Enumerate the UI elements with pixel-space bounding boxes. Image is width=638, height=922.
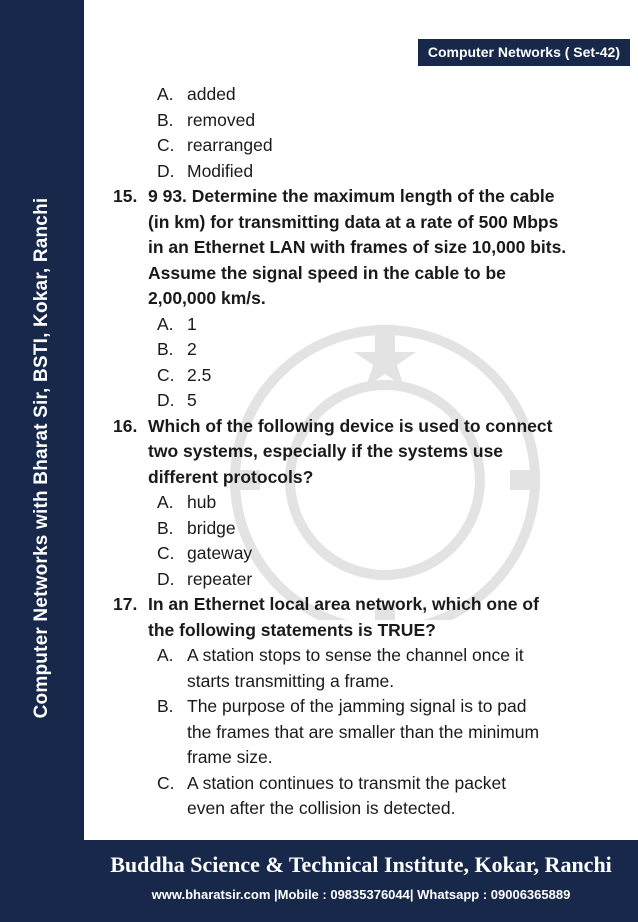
option-label: C. <box>157 772 175 793</box>
option-label: B. <box>157 696 174 716</box>
option-text: bridge <box>187 517 236 538</box>
option-text: 5 <box>187 390 197 410</box>
question-text: Which of the following device is used to connect <box>148 415 553 436</box>
option-label: C. <box>157 364 175 385</box>
option-text: frame size. <box>187 747 273 767</box>
question-text: two systems, especially if the systems use <box>148 441 504 461</box>
option-text: hub <box>187 492 217 512</box>
option-text: rearranged <box>187 135 273 155</box>
option-text: even after the collision is detected. <box>187 798 456 818</box>
option-label: B. <box>157 339 174 359</box>
footer-contact: www.bharatsir.com |Mobile : 09835376044| Whatsapp : 09006365889 <box>151 887 571 902</box>
footer-title: Buddha Science & Technical Institute, Kokar, Ranchi <box>110 852 612 877</box>
option-text: 2.5 <box>187 364 212 385</box>
option-text: removed <box>187 109 256 130</box>
option-text: The purpose of the jamming signal is to pad <box>187 696 527 716</box>
question-number: 15. <box>113 186 138 206</box>
question-number: 16. <box>113 415 138 436</box>
option-text: 2 <box>187 339 197 359</box>
option-label: D. <box>157 390 175 410</box>
option-label: A. <box>157 492 174 512</box>
question-text: the following statements is TRUE? <box>148 619 436 640</box>
option-text: A station stops to sense the channel once it <box>187 645 524 665</box>
question-text: In an Ethernet local area network, which one of <box>148 594 539 614</box>
sidebar-text: Computer Networks with Bharat Sir, BSTI, Kokar, Ranchi <box>31 197 52 719</box>
option-text: starts transmitting a frame. <box>187 670 395 691</box>
option-text: the frames that are smaller than the minimum <box>187 721 540 742</box>
option-text: added <box>187 84 236 104</box>
option-label: B. <box>157 517 174 538</box>
set-badge: Computer Networks ( Set-42) <box>418 39 630 66</box>
question-text: in an Ethernet LAN with frames of size 10,000 bits. <box>148 237 567 257</box>
option-text: repeater <box>187 568 253 589</box>
option-label: A. <box>157 313 174 334</box>
question-text: 9 93. Determine the maximum length of the cable <box>148 186 555 206</box>
option-label: A. <box>157 84 174 104</box>
option-label: C. <box>157 135 175 155</box>
question-number: 17. <box>113 594 138 614</box>
option-text: A station continues to transmit the packet <box>187 772 507 793</box>
option-label: C. <box>157 543 175 563</box>
question-text: different protocols? <box>148 466 314 487</box>
option-label: D. <box>157 160 175 181</box>
option-label: D. <box>157 568 175 589</box>
question-text: (in km) for transmitting data at a rate of 500 Mbps <box>148 211 559 232</box>
option-text: Modified <box>187 160 254 181</box>
option-text: gateway <box>187 543 253 563</box>
option-label: B. <box>157 109 174 130</box>
footer <box>84 840 638 922</box>
question-text: Assume the signal speed in the cable to be <box>148 262 506 283</box>
option-label: A. <box>157 645 174 665</box>
option-text: 1 <box>187 313 197 334</box>
question-text: 2,00,000 km/s. <box>148 288 266 308</box>
